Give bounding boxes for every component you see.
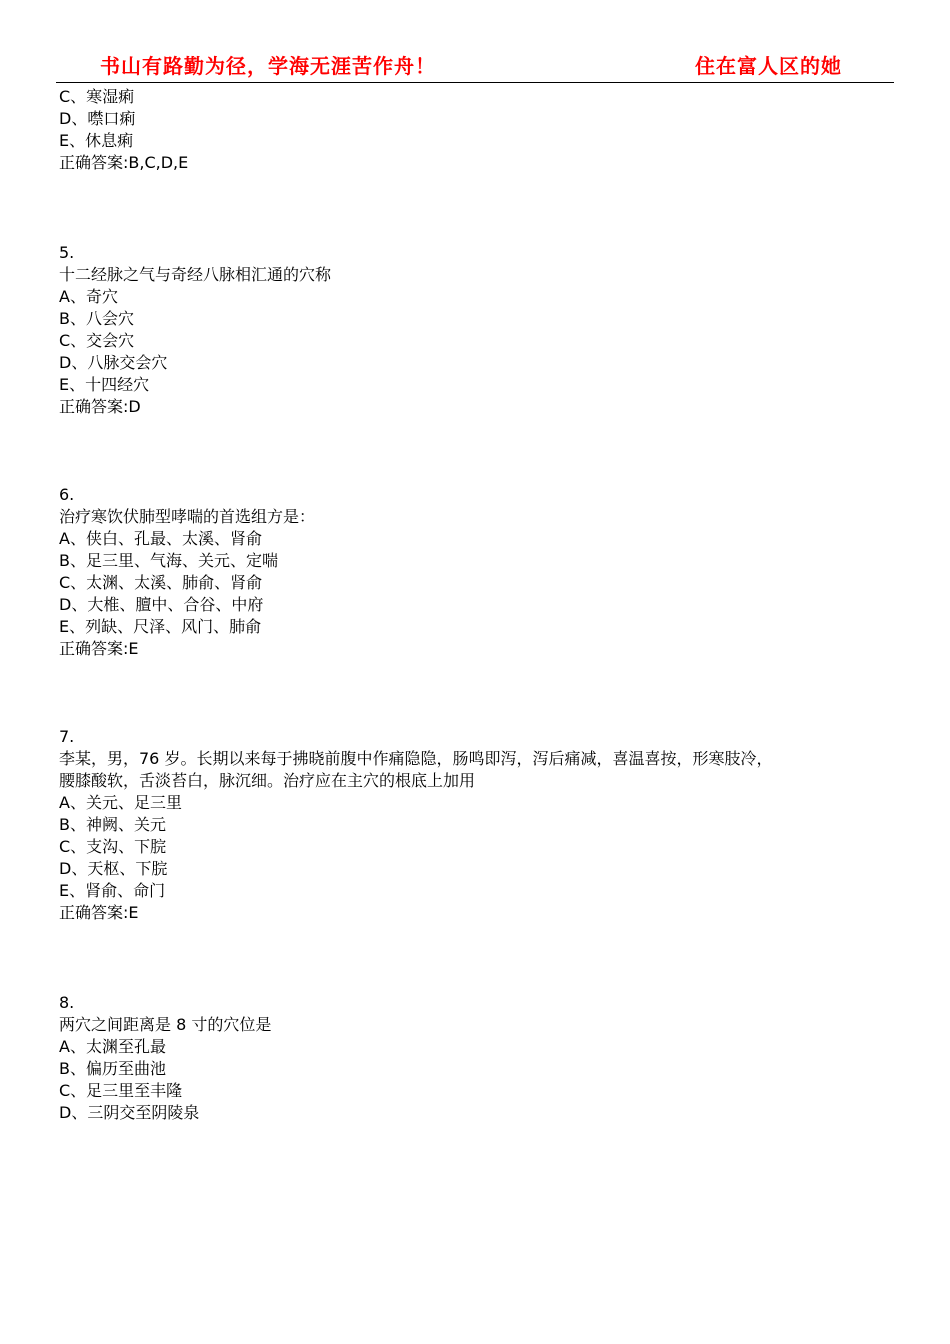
question-8 (59, 992, 899, 1124)
option-a: A、太渊至孔最 (59, 1037, 166, 1056)
header-brand: 住在富人区的她 (695, 54, 842, 78)
question-7 (59, 726, 899, 924)
option-d: D、噤口痢 (59, 109, 136, 128)
option-d: D、八脉交会穴 (59, 353, 168, 372)
question-number: 5. (59, 243, 75, 262)
option-c: C、足三里至丰隆 (59, 1081, 183, 1100)
option-a: A、侠白、孔最、太溪、肾俞 (59, 529, 262, 548)
question-stem: 十二经脉之气与奇经八脉相汇通的穴称 (59, 265, 332, 284)
option-d: D、天枢、下脘 (59, 859, 168, 878)
option-e: E、休息痢 (59, 131, 134, 150)
option-d: D、大椎、膻中、合谷、中府 (59, 595, 264, 614)
question-stem: 治疗寒饮伏肺型哮喘的首选组方是： (59, 507, 316, 526)
page-header (56, 48, 894, 83)
question-stem-line-2: 腰膝酸软，舌淡苔白，脉沉细。治疗应在主穴的根底上加用 (59, 771, 476, 790)
correct-answer: 正确答案:E (59, 903, 139, 922)
option-e: E、肾俞、命门 (59, 881, 166, 900)
header-slogan: 书山有路勤为径，学海无涯苦作舟！ (100, 54, 436, 78)
option-b: B、八会穴 (59, 309, 134, 328)
question-5 (59, 242, 899, 418)
option-b: B、偏历至曲池 (59, 1059, 166, 1078)
option-c: C、交会穴 (59, 331, 135, 350)
correct-answer: 正确答案:E (59, 639, 139, 658)
document-body (59, 86, 899, 1124)
question-number: 7. (59, 727, 75, 746)
option-c: C、支沟、下脘 (59, 837, 167, 856)
question-number: 6. (59, 485, 75, 504)
question-4-tail (59, 86, 899, 174)
option-e: E、列缺、尺泽、风门、肺俞 (59, 617, 262, 636)
question-stem: 两穴之间距离是 8 寸的穴位是 (59, 1015, 272, 1034)
option-b: B、神阙、关元 (59, 815, 166, 834)
option-e: E、十四经穴 (59, 375, 150, 394)
option-b: B、足三里、气海、关元、定喘 (59, 551, 278, 570)
question-stem-line-1: 李某，男，76 岁。长期以来每于拂晓前腹中作痛隐隐，肠鸣即泻，泻后痛减，喜温喜按，形寒肢冷， (59, 749, 773, 768)
option-c: C、寒湿痢 (59, 87, 135, 106)
question-6 (59, 484, 899, 660)
option-a: A、关元、足三里 (59, 793, 182, 812)
option-d: D、三阴交至阴陵泉 (59, 1103, 200, 1122)
option-c: C、太渊、太溪、肺俞、肾俞 (59, 573, 263, 592)
correct-answer: 正确答案:D (59, 397, 141, 416)
correct-answer: 正确答案:B,C,D,E (59, 153, 189, 172)
option-a: A、奇穴 (59, 287, 118, 306)
question-number: 8. (59, 993, 75, 1012)
